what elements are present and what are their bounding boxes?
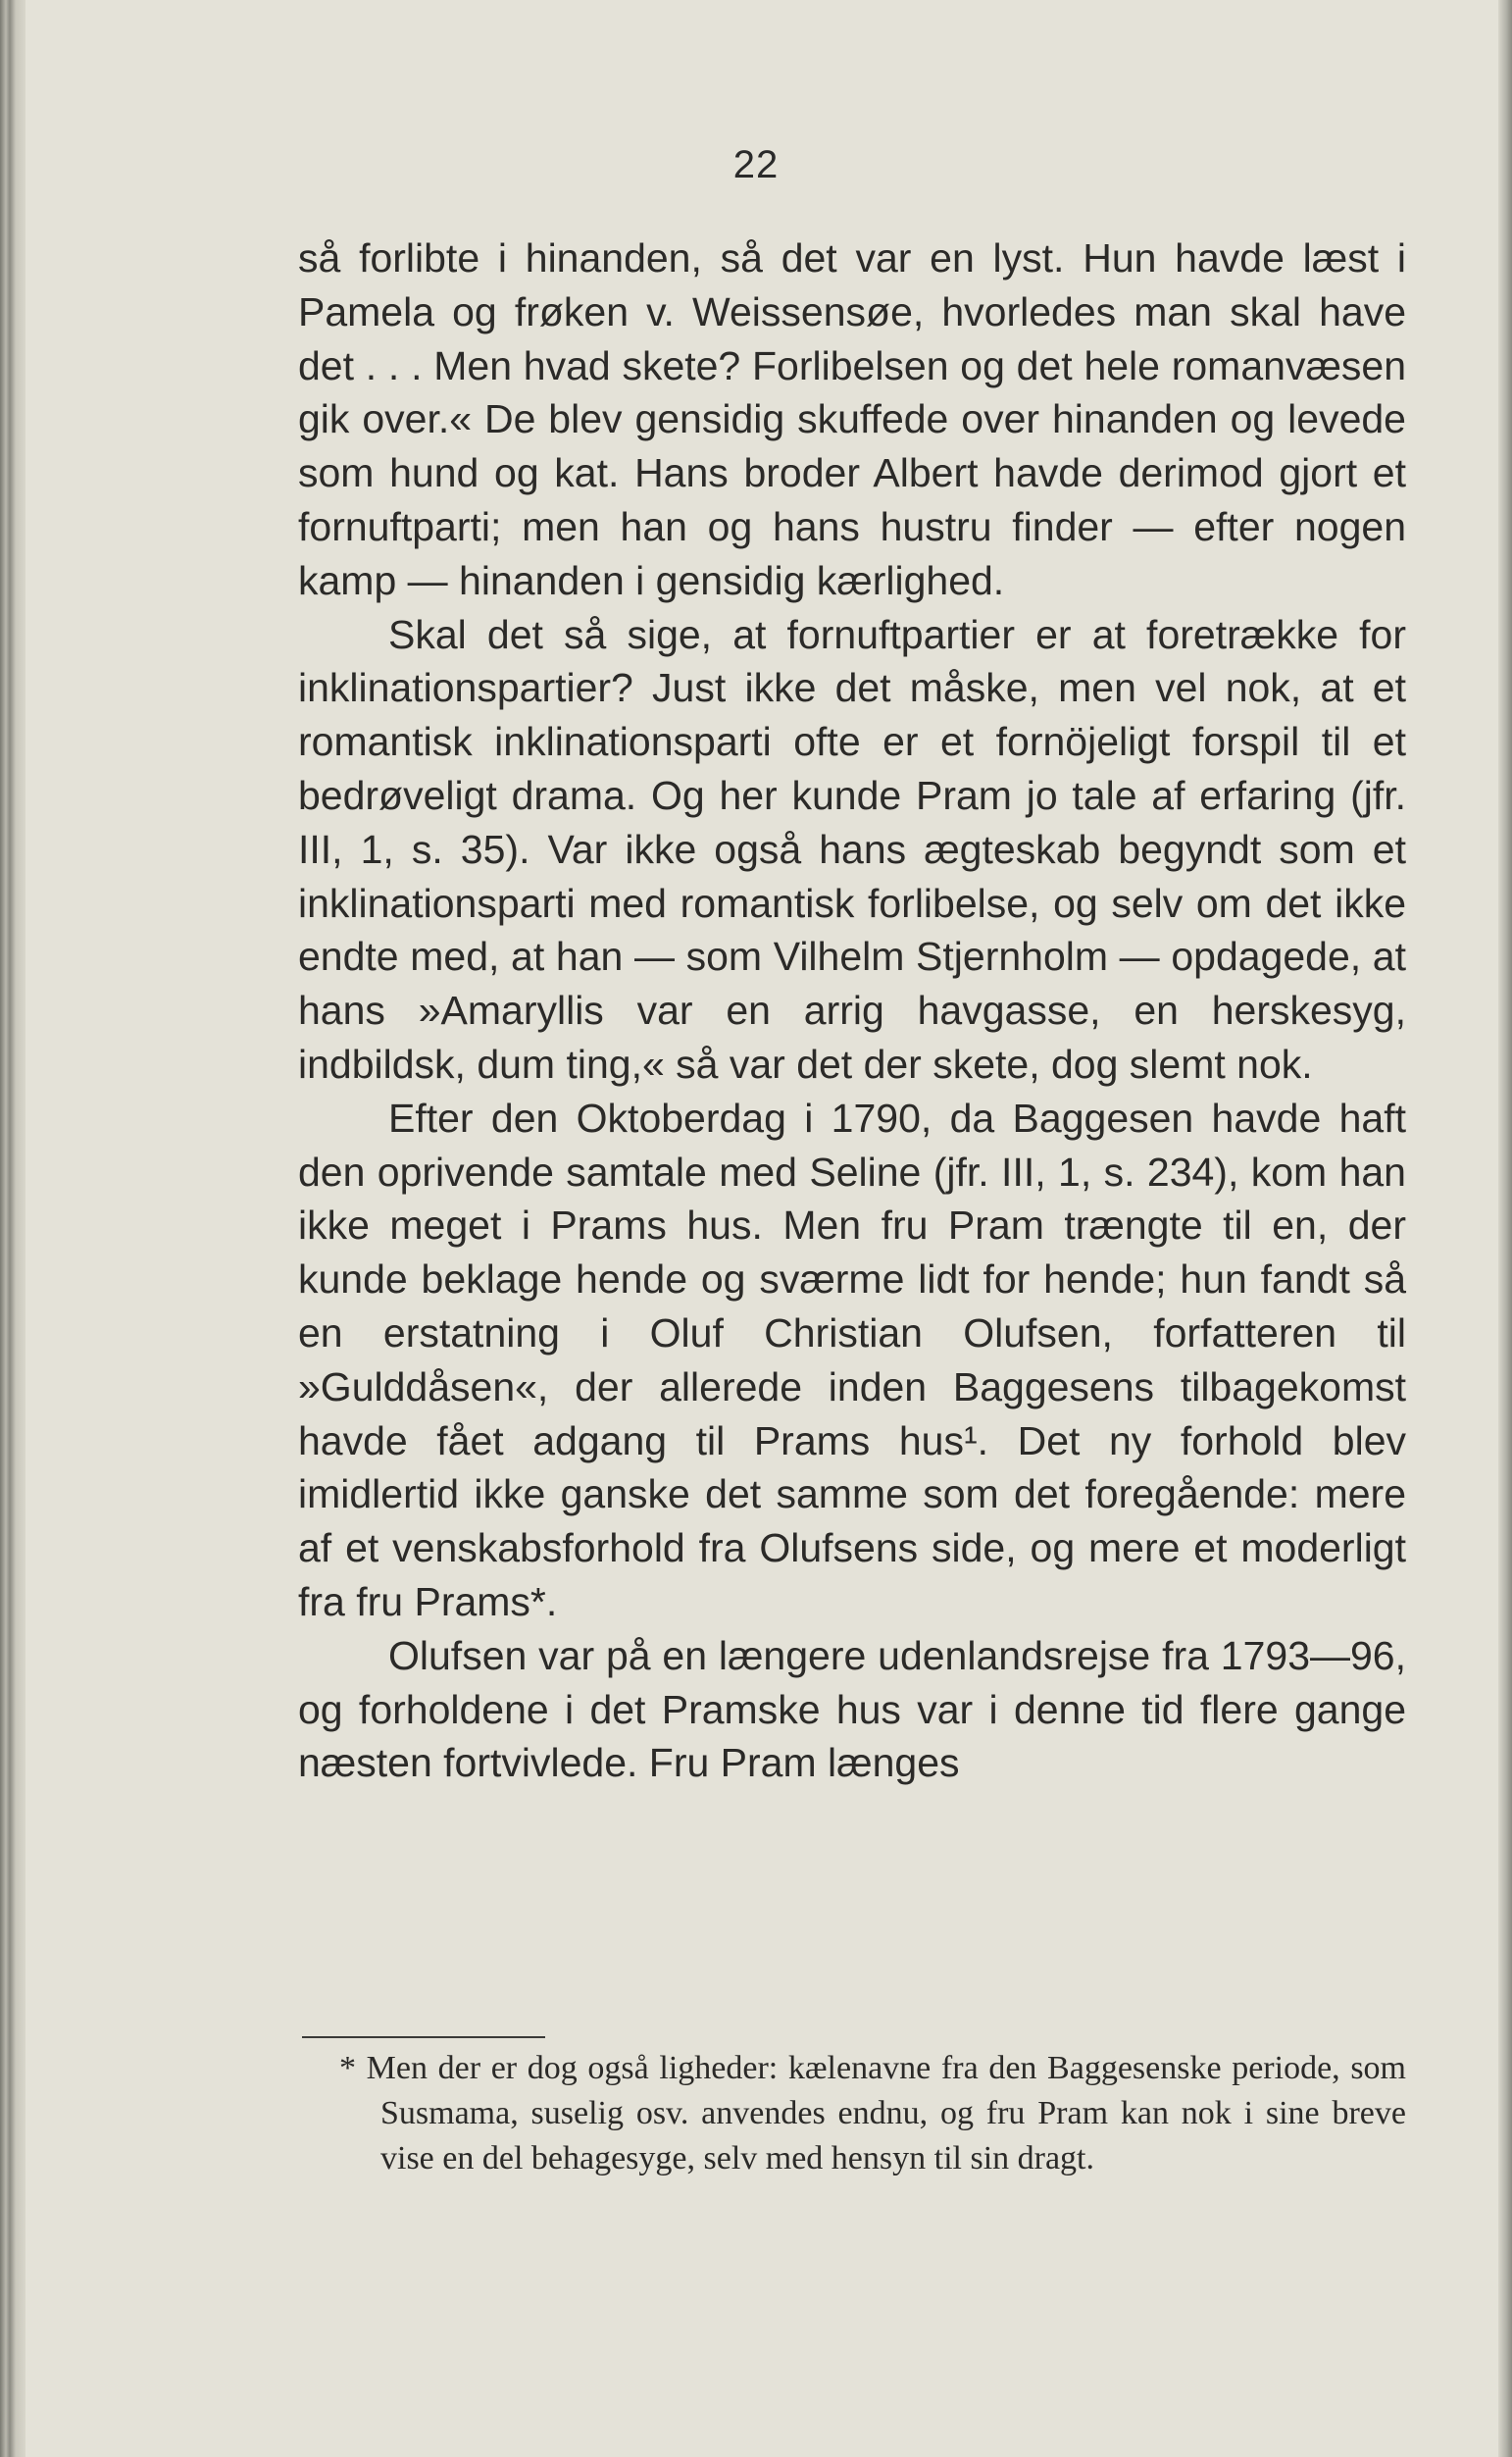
main-text [298,231,1406,1790]
footnote-divider [302,2036,545,2038]
paragraph-3: Efter den Oktoberdag i 1790, da Baggesen havde haft den oprivende samtale med Seline (jfr. III, 1, s. 234), kom han ikke meget i Prams hus. Men fru Pram trængte til en, der kunde beklage hende og sværme lidt for hende; hun fandt så en erstatning i Oluf Christian Olufsen, forfatteren til »Gulddåsen«, der allerede inden Baggesens tilbagekomst havde fået adgang til Prams hus¹. Det ny forhold blev imidlertid ikke ganske det samme som det foregående: mere af et venskabsforhold fra Olufsens side, og mere et moderligt fra fru Prams*. [298,1095,1406,1624]
page-edge [1498,0,1512,2457]
page-number: 22 [732,143,780,186]
paragraph-2: Skal det så sige, at fornuftpartier er at foretrække for inklinationspartier? Just ikke det måske, men vel nok, at et romantisk inklinationsparti ofte er et fornöjeligt forspil til et bedrøveligt drama. Og her kunde Pram jo tale af erfaring (jfr. III, 1, s. 35). Var ikke også hans ægteskab begyndt som et inklinationsparti med romantisk forlibelse, og selv om det ikke endte med, at han — som Vilhelm Stjernholm — opdagede, at hans »Amaryllis var en arrig havgasse, en herskesyg, indbildsk, dum ting,« så var det der skete, dog slemt nok. [298,611,1406,1087]
footnote-text: * Men der er dog også ligheder: kælenavne fra den Baggesenske periode, som Susmama, suselig osv. anvendes endnu, og fru Pram kan nok i sine breve vise en del behagesyge, selv med hensyn til sin dragt. [339,2050,1406,2176]
binding-edge [0,0,25,2457]
footnote [298,2046,1406,2181]
paragraph-4: Olufsen var på en længere udenlandsrejse fra 1793—96, og forholdene i det Pramske hus var i denne tid flere gange næsten fortvivlede. Fru Pram længes [298,1632,1406,1786]
paragraph-1: så forlibte i hinanden, så det var en lyst. Hun havde læst i Pamela og frøken v. Weissensøe, hvorledes man skal have det . . . Men hvad skete? Forlibelsen og det hele romanvæsen gik over.« De blev gensidig skuffede over hinanden og levede som hund og kat. Hans broder Albert havde derimod gjort et fornuftparti; men han og hans hustru finder — efter nogen kamp — hinanden i gensidig kærlighed. [298,235,1406,603]
